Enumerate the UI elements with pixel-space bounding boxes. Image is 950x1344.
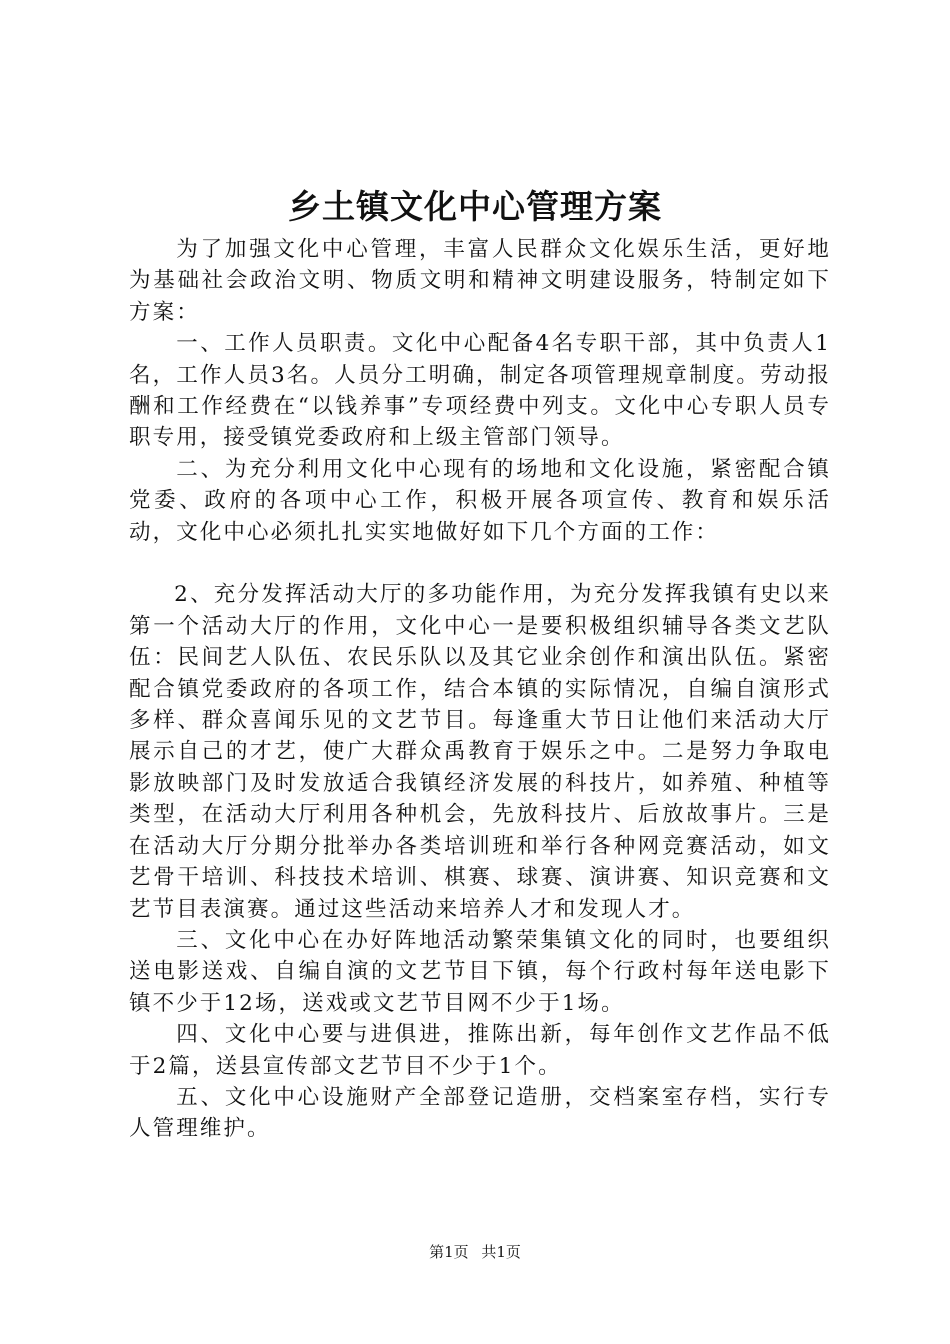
blank-line [129, 548, 831, 579]
paragraph-section-4: 四、文化中心要与进俱进，推陈出新，每年创作文艺作品不低于2篇，送县宣传部文艺节目不少于1个。 [129, 1022, 831, 1079]
paragraph-section-3: 三、文化中心在办好阵地活动繁荣集镇文化的同时，也要组织送电影送戏、自编自演的文艺节目下镇，每个行政村每年送电影下镇不少于12场，送戏或文艺节目网不少于1场。 [129, 927, 831, 1016]
page-number: 第1页 [429, 1243, 469, 1261]
document-title: 乡土镇文化中心管理方案 [288, 187, 662, 226]
paragraph-section-5: 五、文化中心设施财产全部登记造册，交档案室存档，实行专人管理维护。 [129, 1084, 831, 1142]
document-body [129, 234, 831, 1145]
paragraph-section-1: 一、工作人员职责。文化中心配备4名专职干部，其中负责人1名，工作人员3名。人员分工明确，制定各项管理规章制度。劳动报酬和工作经费在“以钱养事”专项经费中列支。文化中心专职人员专职专用，接受镇党委政府和上级主管部门领导。 [129, 331, 831, 451]
paragraph-intro: 为了加强文化中心管理，丰富人民群众文化娱乐生活，更好地为基础社会政治文明、物质文明和精神文明建设服务，特制定如下方案： [129, 237, 831, 325]
paragraph-section-2: 二、为充分利用文化中心现有的场地和文化设施，紧密配合镇党委、政府的各项中心工作，积极开展各项宣传、教育和娱乐活动，文化中心必须扎扎实实地做好如下几个方面的工作： [129, 456, 831, 545]
page-total: 共1页 [481, 1243, 521, 1261]
paragraph-item-2: 2、充分发挥活动大厅的多功能作用，为充分发挥我镇有史以来第一个活动大厅的作用，文化中心一是要积极组织辅导各类文艺队伍：民间艺人队伍、农民乐队以及其它业余创作和演出队伍。紧密配合镇党委政府的各项工作，结合本镇的实际情况，自编自演形式多样、群众喜闻乐见的文艺节目。每逢重大节日让他们来活动大厅展示自己的才艺，使广大群众禹教育于娱乐之中。二是努力争取电影放映部门及时发放适合我镇经济发展的科技片，如养殖、种植等类型，在活动大厅利用各种机会，先放科技片、后放故事片。三是在活动大厅分期分批举办各类培训班和举行各种网竞赛活动，如文艺骨干培训、科技技术培训、棋赛、球赛、演讲赛、知识竞赛和文艺节目表演赛。通过这些活动来培养人才和发现人才。 [129, 582, 831, 922]
page-footer [0, 1242, 950, 1262]
